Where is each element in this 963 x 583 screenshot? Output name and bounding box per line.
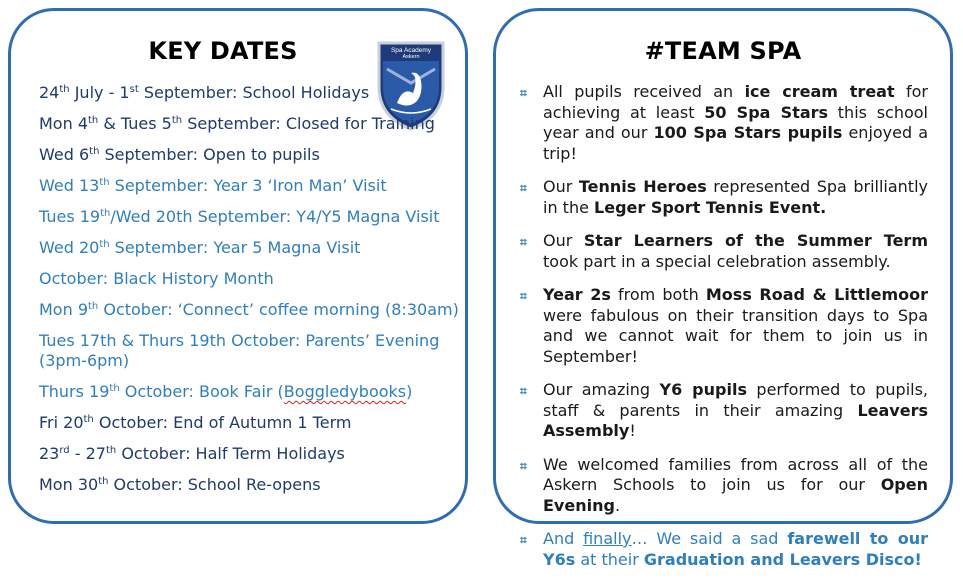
bullet-icon: ⌗ xyxy=(520,289,527,303)
date-item: Wed 6th September: Open to pupils xyxy=(39,145,320,164)
bullet-icon: ⌗ xyxy=(520,458,527,473)
date-item: Mon 9th October: ‘Connect’ coffee morning (8:30am) xyxy=(39,300,459,319)
date-item: October: Black History Month xyxy=(39,269,274,288)
news-item: ⌗ Year 2s from both Moss Road & Littlemoor were fabulous on their transition days to Spa and we cannot wait for them to join us in September! xyxy=(520,285,929,366)
news-item: ⌗ Our Star Learners of the Summer Term took part in a special celebration assembly. xyxy=(520,231,928,271)
bullet-icon: ⌗ xyxy=(520,181,527,195)
key-dates-title: KEY DATES xyxy=(148,37,298,65)
news-list xyxy=(516,82,928,583)
news-item: ⌗ All pupils received an ice cream treat for achieving at least 50 Spa Stars this school year and our 100 Spa Stars pupils enjoyed a trip! xyxy=(520,82,928,163)
date-item: Mon 4th & Tues 5th September: Closed for Training xyxy=(39,114,435,133)
bullet-icon: ⌗ xyxy=(520,533,527,547)
bullet-icon: ⌗ xyxy=(520,384,527,398)
news-item: ⌗ We welcomed families from across all of the Askern Schools to join us for our Open Evening. xyxy=(520,454,928,515)
date-item: Tues 19th/Wed 20th September: Y4/Y5 Magna Visit xyxy=(39,207,440,226)
date-item: Mon 30th October: School Re-opens xyxy=(39,475,321,494)
bullet-icon: ⌗ xyxy=(520,86,527,100)
date-item: 24th July - 1st September: School Holidays xyxy=(39,83,370,102)
svg-text:Spa Academy: Spa Academy xyxy=(390,47,432,54)
key-dates-list xyxy=(39,83,459,506)
news-item: ⌗ And finally… We said a sad farewell to our Y6s at their Graduation and Leavers Disco! xyxy=(520,529,928,569)
team-spa-panel xyxy=(493,8,953,569)
news-item: ⌗ Our Tennis Heroes represented Spa brilliantly in the Leger Sport Tennis Event. xyxy=(520,177,928,217)
date-item: Wed 20th September: Year 5 Magna Visit xyxy=(39,238,361,257)
key-dates-panel xyxy=(8,8,468,524)
news-item: ⌗ Our amazing Y6 pupils performed to pupils, staff & parents in their amazing Leavers Assembly! xyxy=(520,380,929,440)
date-item: 23rd - 27th October: Half Term Holidays xyxy=(39,444,345,463)
team-spa-title: #TEAM SPA xyxy=(644,37,802,65)
date-item: Thurs 19th October: Book Fair (Boggledybooks) xyxy=(39,382,413,401)
svg-text:Askern: Askern xyxy=(402,54,420,60)
date-item: Wed 13th September: Year 3 ‘Iron Man’ Visit xyxy=(39,176,387,195)
bullet-icon: ⌗ xyxy=(520,235,527,249)
date-item: Tues 17th & Thurs 19th October: Parents’ Evening (3pm-6pm) xyxy=(39,331,440,370)
date-item: Fri 20th October: End of Autumn 1 Term xyxy=(39,413,352,432)
